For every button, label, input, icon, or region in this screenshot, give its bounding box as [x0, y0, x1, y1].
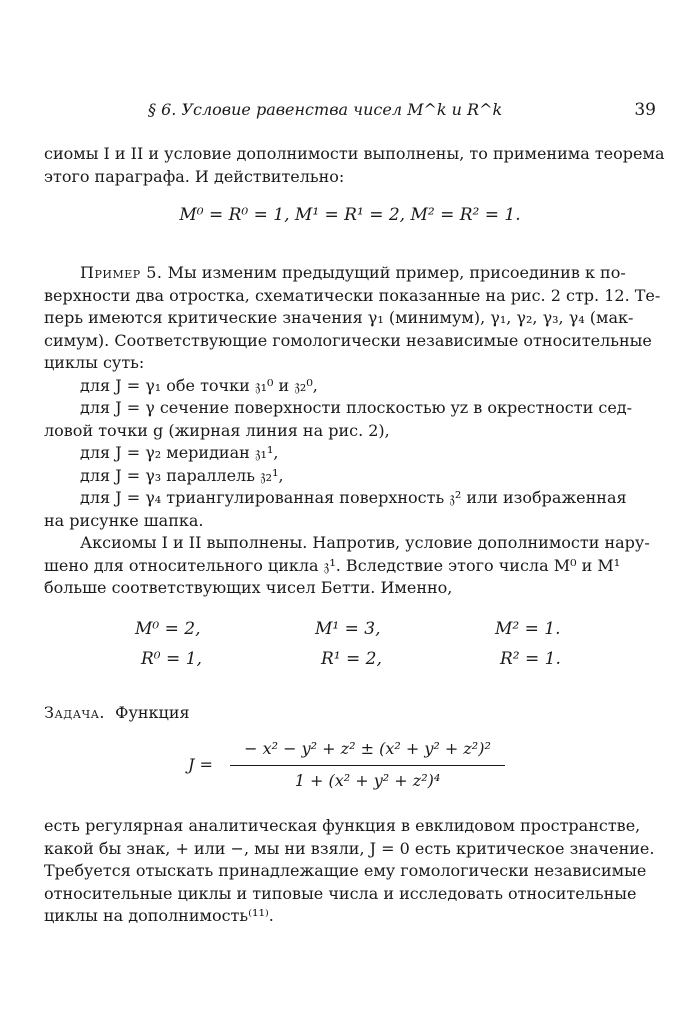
- text-line: циклы на дополнимость⁽¹¹⁾.: [44, 906, 274, 925]
- function-formula: [0, 735, 700, 795]
- task-heading: [44, 702, 656, 725]
- text-line: этого параграфа. И действительно:: [44, 166, 345, 186]
- text-line: симум). Соответствующие гомологически независимые относительные: [44, 330, 652, 350]
- example-label: Пример 5.: [80, 263, 163, 282]
- case-line: для J = γ сечение поверхности плоскостью yz в окрестности сед-: [80, 398, 633, 417]
- example-5: [44, 262, 661, 532]
- example-first-line: Мы изменим предыдущий пример, присоединив к по-: [162, 263, 626, 282]
- r0-value: R⁰ = 1,: [141, 649, 202, 669]
- text-line: перь имеются критические значения γ₁ (минимум), γ₁, γ₂, γ₃, γ₄ (мак-: [44, 308, 634, 327]
- m1-value: M¹ = 3,: [315, 619, 381, 639]
- paragraph-continued: [44, 143, 665, 188]
- text-line: есть регулярная аналитическая функция в евклидовом пространстве,: [44, 816, 641, 835]
- case-line: для J = γ₄ триангулированная поверхность 𝔷² или изображенная: [80, 488, 627, 507]
- r2-value: R² = 1.: [500, 649, 561, 669]
- header-title: § 6. Условие равенства чисел M^k и R^k: [148, 100, 503, 119]
- equation-m-r: M⁰ = R⁰ = 1, M¹ = R¹ = 2, M² = R² = 1.: [179, 205, 521, 225]
- task-label: Задача.: [44, 703, 105, 722]
- text-line: циклы суть:: [44, 353, 145, 372]
- m2-value: M² = 1.: [495, 619, 561, 639]
- case-line: для J = γ₃ параллель 𝔷₂¹,: [80, 465, 284, 485]
- text-line: Аксиомы I и II выполнены. Напротив, условие дополнимости нару-: [80, 533, 650, 552]
- numbers-table: [0, 615, 700, 675]
- page-number: 39: [634, 100, 656, 120]
- text-line: верхности два отростка, схематически показанные на рис. 2 стр. 12. Те-: [44, 285, 661, 305]
- m0-value: M⁰ = 2,: [135, 619, 201, 639]
- text-line: сиомы I и II и условие дополнимости выполнены, то применима теорема: [44, 144, 665, 163]
- formula-denominator: 1 + (x² + y² + z²)⁴: [294, 771, 441, 790]
- formula-lhs: J =: [188, 755, 213, 774]
- fraction-bar: [230, 765, 505, 766]
- text-line: шено для относительного цикла 𝔷¹. Вследствие этого числа M⁰ и M¹: [44, 555, 621, 575]
- case-line: для J = γ₁ обе точки 𝔷₁⁰ и 𝔷₂⁰,: [80, 375, 318, 395]
- text-line: относительные циклы и типовые числа и исследовать относительные: [44, 883, 637, 903]
- case-line: на рисунке шапка.: [44, 510, 204, 530]
- running-header: [0, 100, 700, 126]
- case-line: для J = γ₂ меридиан 𝔷₁¹,: [80, 443, 279, 462]
- task-text: Функция: [115, 703, 190, 722]
- text-line: [44, 262, 656, 285]
- text-line: больше соответствующих чисел Бетти. Именно,: [44, 578, 453, 597]
- paragraph-task: [44, 815, 656, 928]
- r1-value: R¹ = 2,: [321, 649, 382, 669]
- formula-numerator: − x² − y² + z² ± (x² + y² + z²)²: [244, 739, 491, 758]
- text-line: какой бы знак, + или −, мы ни взяли, J = 0 есть критическое значение.: [44, 838, 655, 858]
- text-line: Требуется отыскать принадлежащие ему гомологически независимые: [44, 861, 647, 880]
- text-line: [44, 702, 656, 725]
- case-line: ловой точки g (жирная линия на рис. 2),: [44, 420, 390, 440]
- paragraph-axioms: [44, 532, 656, 600]
